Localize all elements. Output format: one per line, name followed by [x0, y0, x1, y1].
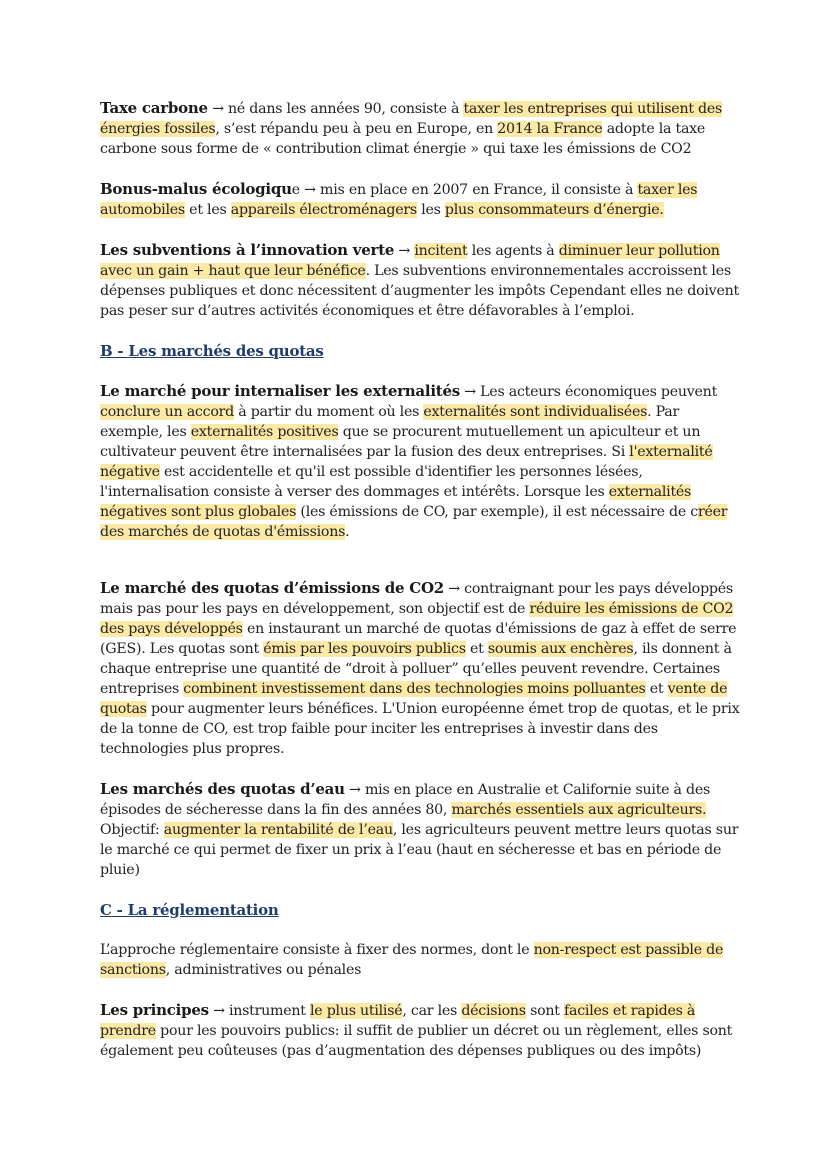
body-text: que se procurent mutuellement un apiculteur et un cultivateur peuvent être internalisées par la fusion des deux entreprises. Si: [100, 424, 701, 460]
highlighted-text: appareils électroménagers: [230, 202, 417, 218]
highlighted-text: 2014 la France: [497, 121, 603, 137]
highlighted-text: l'externalité négative: [100, 444, 713, 480]
highlighted-text: vente de quotas: [100, 681, 728, 717]
highlighted-text: soumis aux enchères: [487, 641, 634, 657]
highlighted-text: décisions: [461, 1003, 526, 1019]
body-text: L’approche réglementaire consiste à fixer des normes, dont le: [100, 942, 534, 958]
highlighted-text: réduire les émissions de CO2 des pays développés: [100, 601, 734, 637]
body-text: . Les subventions environnementales accroissent les dépenses publiques et donc nécessitent d’augmenter les impôts Cependant elles ne doivent pas peser sur d’autres activités économiques et être défavorables à l’emploi.: [100, 263, 739, 319]
body-text: , car les: [402, 1003, 462, 1019]
paragraph-marche-co2: [100, 578, 740, 759]
highlighted-text: non-respect est passible de sanctions: [100, 942, 724, 978]
highlighted-text: combinent investissement dans des technologies moins polluantes: [183, 681, 646, 697]
term-label: Le marché pour internaliser les externalités: [100, 382, 460, 400]
term-label: Bonus-malus écologiqu: [100, 180, 292, 198]
body-text: est accidentelle et qu'il est possible d'identifier les personnes lésées, l'internalisation consiste à verser des dommages et intérêts. Lorsque les: [100, 464, 643, 500]
highlighted-text: externalités positives: [190, 424, 339, 440]
body-text: (les émissions de CO, par exemple), il est nécessaire de c: [296, 504, 698, 520]
highlighted-text: taxer les entreprises qui utilisent des énergies fossiles: [100, 101, 723, 137]
highlighted-text: taxer les automobiles: [100, 182, 698, 218]
body-text: .: [345, 524, 350, 540]
body-text: → contraignant pour les pays développés mais pas pour les pays en développement, son objectif est de: [100, 581, 733, 617]
highlighted-text: émis par les pouvoirs publics: [263, 641, 466, 657]
paragraph-bonus-malus: [100, 179, 740, 220]
highlighted-text: faciles et rapides à prendre: [100, 1003, 696, 1039]
term-label: Les principes: [100, 1001, 209, 1019]
body-text: et: [645, 681, 668, 697]
body-text: et: [465, 641, 488, 657]
body-text: → instrument: [208, 1003, 310, 1019]
paragraph-subventions: [100, 240, 740, 321]
term-label: Les subventions à l’innovation verte: [100, 241, 395, 259]
body-text: , ils donnent à chaque entreprise une quantité de “droit à polluer” qu’elles peuvent revendre. Certaines entreprises: [100, 641, 732, 697]
paragraph-marche-internaliser: [100, 381, 740, 542]
body-text: en instaurant un marché de quotas d'émissions de gaz à effet de serre (GES). Les quotas sont: [100, 621, 737, 657]
section-heading-heading-c: C - La réglementation: [100, 901, 279, 919]
document-page: [100, 98, 740, 1081]
section-heading-heading-b: B - Les marchés des quotas: [100, 342, 324, 360]
body-text: → mis en place en Australie et Californie suite à des épisodes de sécheresse dans la fin des années 80,: [100, 782, 711, 818]
highlighted-text: marchés essentiels aux agriculteurs.: [451, 802, 707, 818]
body-text: adopte la taxe carbone sous forme de « contribution climat énergie » qui taxe les émissions de CO2: [100, 121, 706, 157]
body-text: → Les acteurs économiques peuvent: [459, 384, 718, 400]
body-text: sont: [525, 1003, 565, 1019]
body-text: , administratives ou pénales: [165, 962, 362, 978]
highlighted-text: incitent: [414, 243, 468, 259]
term-label: Taxe carbone: [100, 99, 208, 117]
body-text: pour les pouvoirs publics: il suffit de publier un décret ou un règlement, elles sont également peu coûteuses (pas d’augmentation des dépenses publiques ou des impôts): [100, 1023, 733, 1059]
paragraph-marche-eau: [100, 779, 740, 880]
body-text: à partir du moment où les: [233, 404, 424, 420]
body-text: → né dans les années 90, consiste à: [207, 101, 464, 117]
body-text: . Par exemple, les: [100, 404, 680, 440]
highlighted-text: externalités négatives sont plus globales: [100, 484, 692, 520]
paragraph-approche: [100, 940, 740, 980]
body-text: , les agriculteurs peuvent mettre leurs quotas sur le marché ce qui permet de fixer un prix à l’eau (haut en sécheresse et bas en période de pluie): [100, 822, 739, 878]
highlighted-text: externalités sont individualisées: [423, 404, 648, 420]
paragraph-taxe-carbone: [100, 98, 740, 159]
paragraph-principes: [100, 1000, 740, 1061]
highlighted-text: diminuer leur pollution avec un gain + haut que leur bénéfice: [100, 243, 720, 279]
highlighted-text: réer des marchés de quotas d'émissions: [100, 504, 728, 540]
term-label: Les marchés des quotas d’eau: [100, 780, 345, 798]
body-text: →: [394, 243, 415, 259]
highlighted-text: augmenter la rentabilité de l’eau: [163, 822, 393, 838]
highlighted-text: le plus utilisé: [310, 1003, 403, 1019]
body-text: les: [416, 202, 445, 218]
term-label: Le marché des quotas d’émissions de CO2: [100, 579, 444, 597]
body-text: Objectif:: [100, 822, 164, 838]
body-text: e → mis en place en 2007 en France, il consiste à: [291, 182, 638, 198]
body-text: pour augmenter leurs bénéfices. L'Union européenne émet trop de quotas, et le prix de la tonne de CO, est trop faible pour inciter les entreprises à investir dans des technologies plus propres.: [100, 701, 740, 757]
body-text: , s’est répandu peu à peu en Europe, en: [215, 121, 498, 137]
highlighted-text: plus consommateurs d’énergie.: [444, 202, 664, 218]
body-text: les agents à: [467, 243, 559, 259]
highlighted-text: conclure un accord: [100, 404, 234, 420]
body-text: et les: [184, 202, 231, 218]
